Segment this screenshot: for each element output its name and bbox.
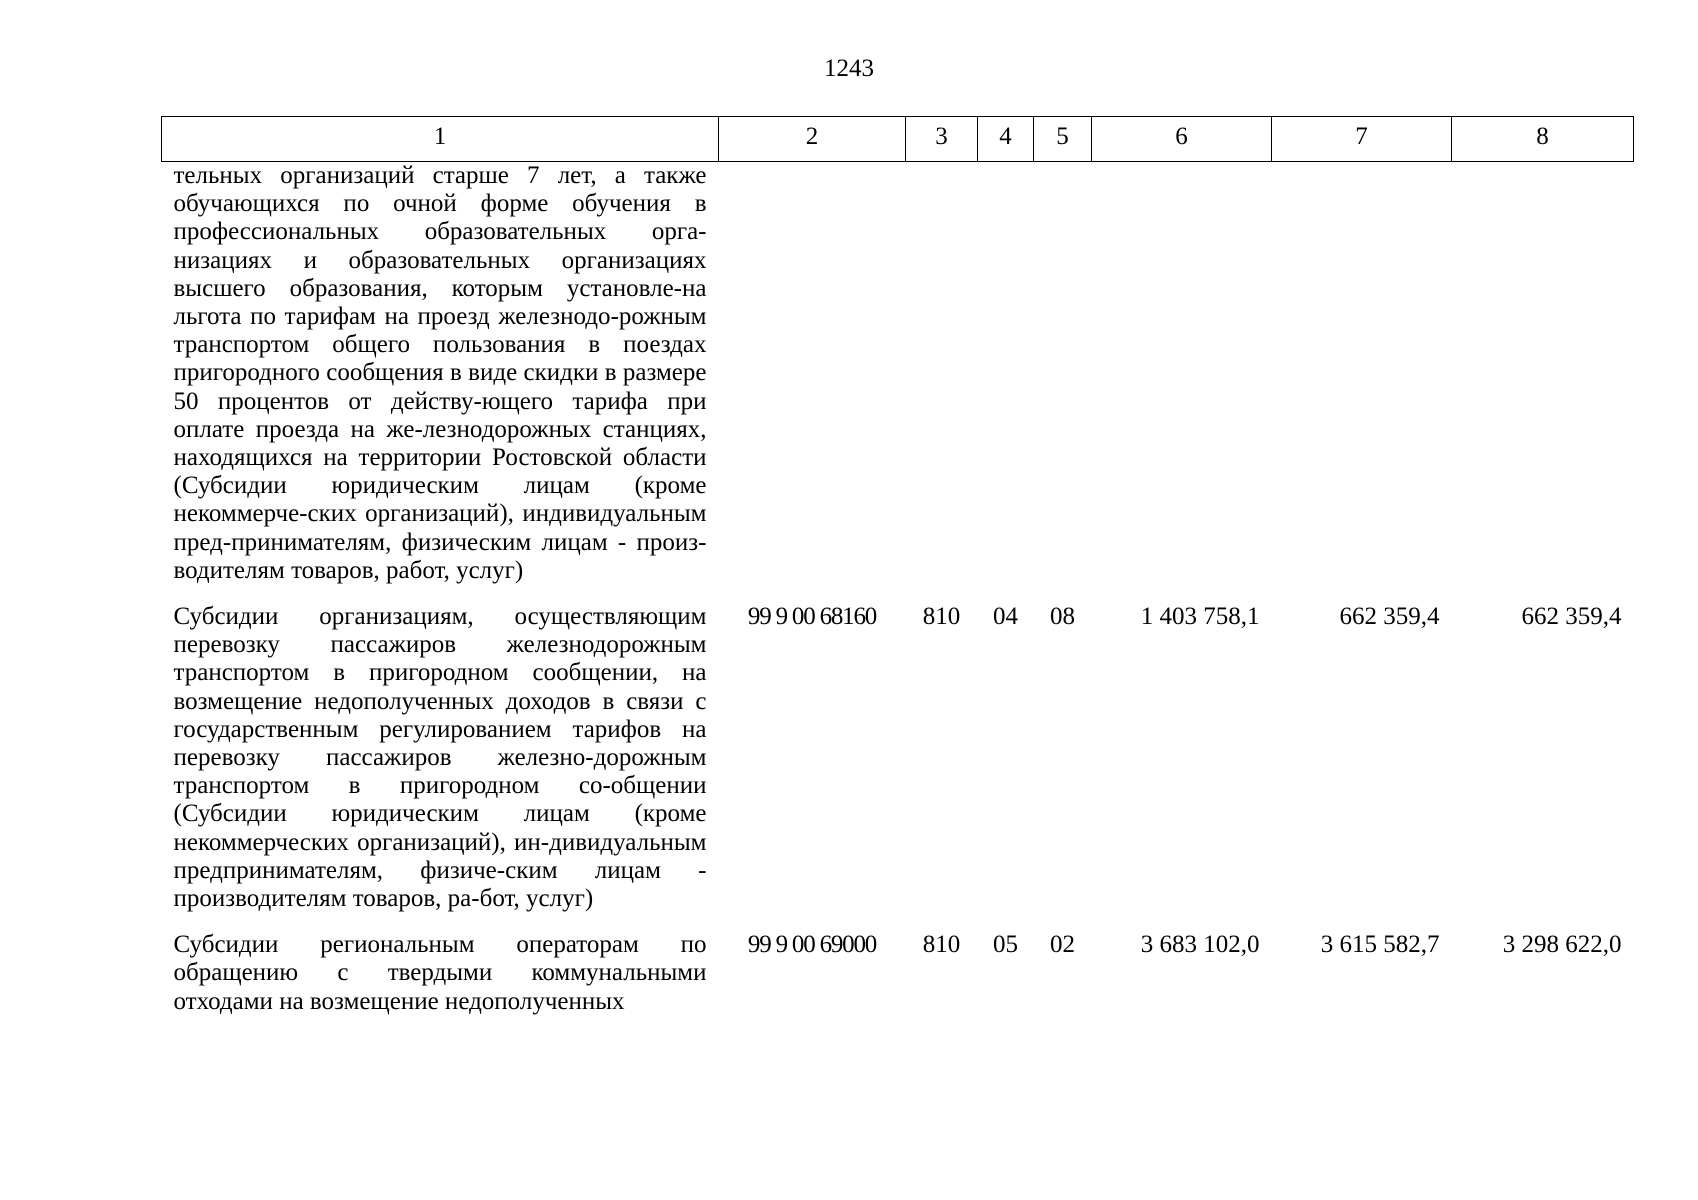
table-row <box>162 595 1634 923</box>
row-expense-type: 810 <box>922 931 961 959</box>
header-col-3: 3 <box>906 117 978 162</box>
row-section <box>978 162 1034 596</box>
header-row <box>162 117 1634 162</box>
row-amount-col7: 3 615 582,7 <box>1320 931 1440 959</box>
header-col-1: 1 <box>162 117 719 162</box>
row-subsection <box>1034 162 1092 596</box>
row-amount-col6: 1 403 758,1 <box>1140 603 1260 631</box>
header-col-8: 8 <box>1452 117 1634 162</box>
row-description: тельных организаций старше 7 лет, а также обучающихся по очной форме обучения в профессиональных образовательных орга-низациях и образовательных организациях высшего образования, которым установле-на льгота по тарифам на проезд железнодо-рожным транспортом общего пользования в поездах пригородного сообщения в виде скидки в размере 50 процентов от действу-ющего тарифа при оплате проезда на же-лезнодорожных станциях, находящихся на территории Ростовской области (Субсидии юридическим лицам (кроме некоммерче-ских организаций), индивидуальным пред-принимателям, физическим лицам - произ-водителям товаров, работ, услуг) <box>173 162 707 584</box>
header-col-7: 7 <box>1272 117 1452 162</box>
row-description: Субсидии организациям, осуществляющим перевозку пассажиров железнодорожным транспортом в пригородном сообщении, на возмещение недополученных доходов в связи с государственным регулированием тарифов на перевозку пассажиров железно-дорожным транспортом в пригородном со-общении (Субсидии юридическим лицам (кроме некоммерческих организаций), ин-дивидуальным предпринимателям, физиче-ским лицам - производителям товаров, ра-бот, услуг) <box>173 603 707 913</box>
row-description: Субсидии региональным операторам по обращению с твердыми коммунальными отходами на возмещение недополученных <box>173 931 707 1015</box>
row-amount-col6: 3 683 102,0 <box>1140 931 1260 959</box>
row-subsection: 02 <box>1050 931 1075 959</box>
header-col-2: 2 <box>719 117 906 162</box>
row-target-code: 99 9 00 69000 <box>747 931 877 959</box>
row-amount-col8: 3 298 622,0 <box>1502 931 1622 959</box>
table-body <box>162 162 1634 1026</box>
row-target-code: 99 9 00 68160 <box>747 603 877 631</box>
table-row <box>162 162 1634 596</box>
table-header <box>162 117 1634 162</box>
page-number: 1243 <box>824 55 874 82</box>
row-amount-col8: 662 359,4 <box>1521 603 1622 631</box>
header-col-6: 6 <box>1092 117 1272 162</box>
header-col-5: 5 <box>1034 117 1092 162</box>
header-col-4: 4 <box>978 117 1034 162</box>
row-subsection: 08 <box>1050 603 1075 631</box>
row-section: 04 <box>993 603 1018 631</box>
table-row <box>162 923 1634 1026</box>
row-amount-col6 <box>1092 162 1272 596</box>
row-amount-col7: 662 359,4 <box>1339 603 1440 631</box>
row-amount-col8 <box>1452 162 1634 596</box>
row-expense-type <box>906 162 978 596</box>
row-expense-type: 810 <box>922 603 961 631</box>
row-target-code <box>719 162 906 596</box>
row-section: 05 <box>993 931 1018 959</box>
row-amount-col7 <box>1272 162 1452 596</box>
budget-table <box>161 116 1634 1026</box>
